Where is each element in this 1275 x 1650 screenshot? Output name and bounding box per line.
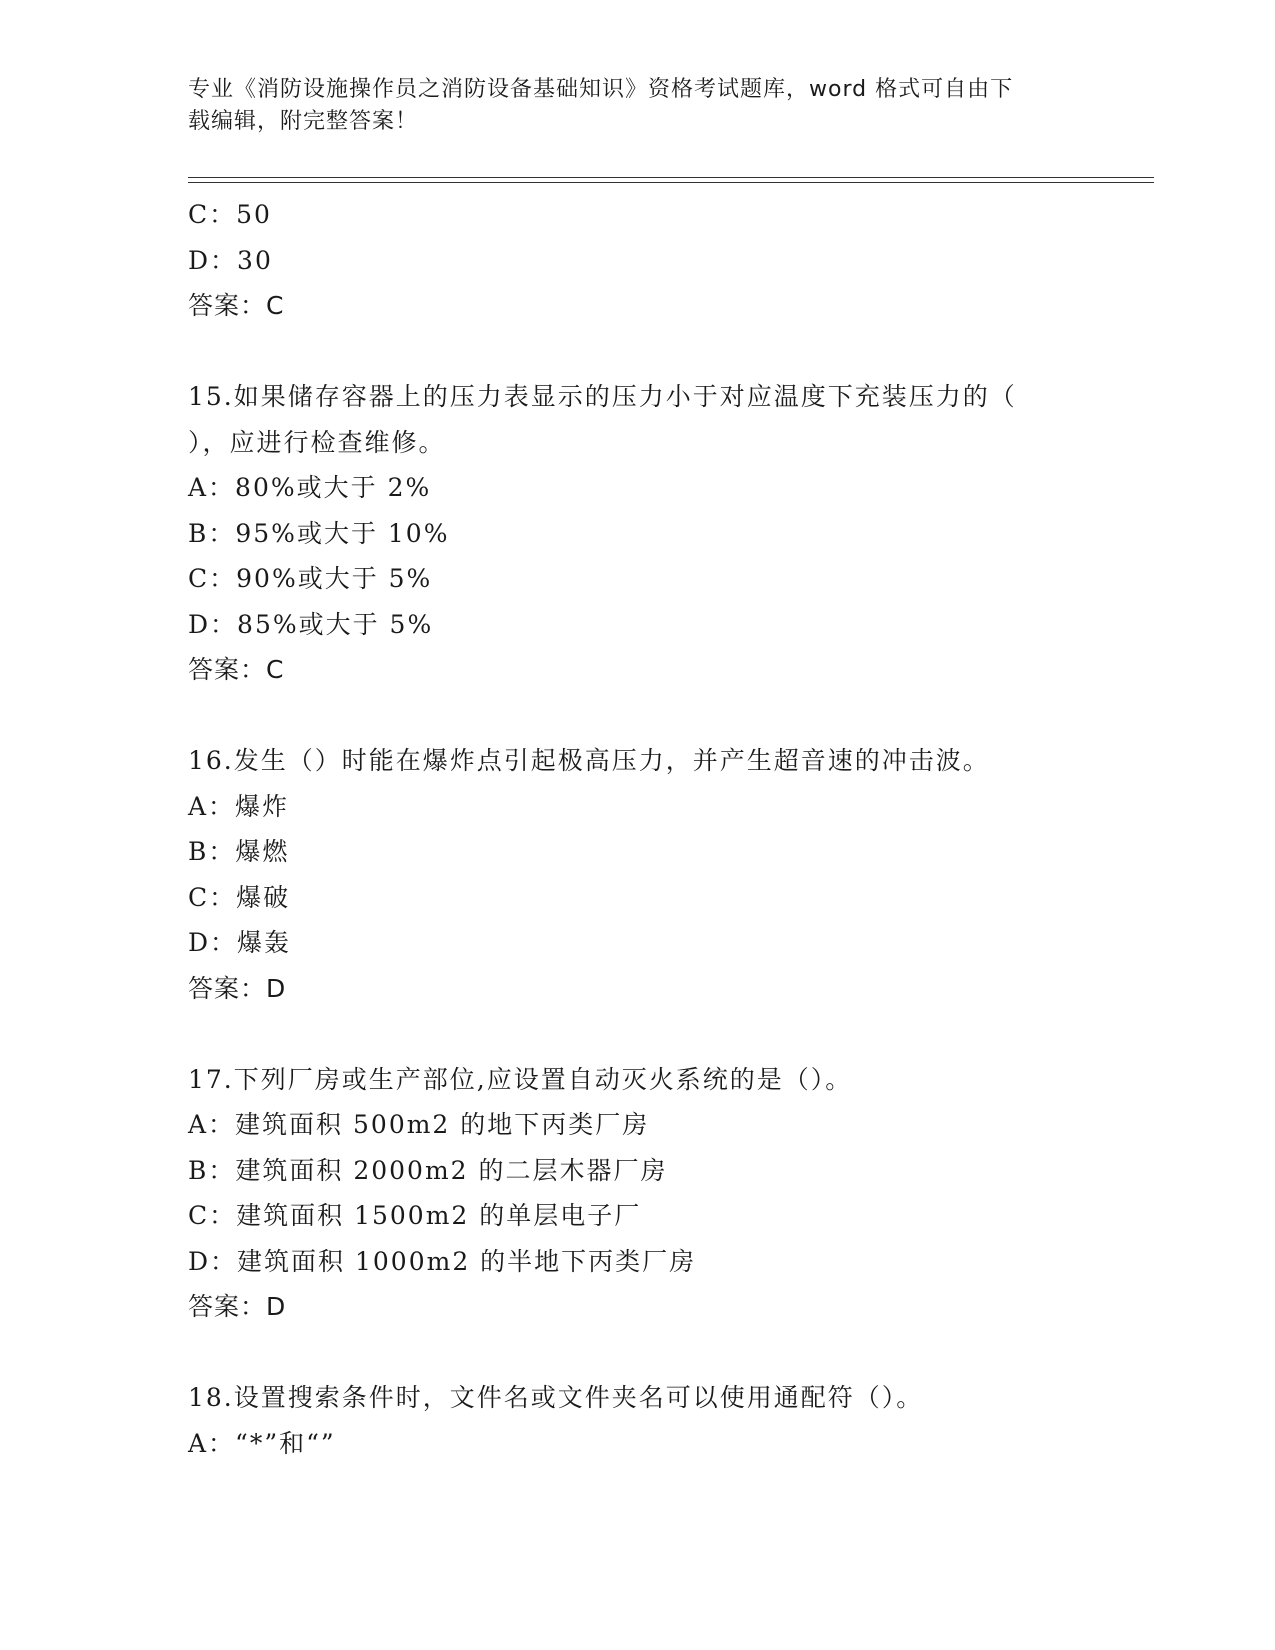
spacer (188, 693, 1088, 739)
header-line-2: 载编辑，附完整答案！ (188, 109, 419, 134)
spacer (188, 1011, 1088, 1057)
option-d: D：30 (188, 245, 273, 275)
option-a: A：爆炸 (188, 791, 290, 821)
question-15 (188, 374, 1088, 693)
option-d: D：爆轰 (188, 928, 292, 957)
option-c: C：90%或大于 5% (188, 564, 433, 593)
question-16 (188, 738, 1088, 1011)
option-a: A：80%或大于 2% (188, 473, 432, 502)
answer: 答案：D (188, 973, 287, 1003)
option-d: D：建筑面积 1000m2 的半地下丙类厂房 (188, 1246, 697, 1276)
option-c: C：爆破 (188, 882, 291, 912)
spacer (188, 1330, 1088, 1376)
question-stem: 17.下列厂房或生产部位,应设置自动灭火系统的是（）。 (188, 1064, 853, 1094)
header-divider-bottom (188, 182, 1154, 183)
page-header (188, 74, 1068, 138)
question-stem: 16.发生（）时能在爆炸点引起极高压力，并产生超音速的冲击波。 (188, 746, 990, 775)
option-c: C：建筑面积 1500m2 的单层电子厂 (188, 1201, 642, 1230)
option-b: B：建筑面积 2000m2 的二层木器厂房 (188, 1155, 668, 1185)
option-d: D：85%或大于 5% (188, 609, 434, 639)
question-18 (188, 1375, 1088, 1466)
option-a: A：“*”和“” (188, 1428, 336, 1458)
option-c: C：50 (188, 200, 272, 229)
header-divider-top (188, 177, 1154, 178)
header-line-1: 专业《消防设施操作员之消防设备基础知识》资格考试题库，word 格式可自由下 (188, 77, 1014, 102)
question-stem: 15.如果储存容器上的压力表显示的压力小于对应温度下充装压力的（ (188, 382, 1017, 411)
option-b: B：95%或大于 10% (188, 518, 450, 548)
option-b: B：爆燃 (188, 837, 290, 866)
question-17 (188, 1057, 1088, 1330)
spacer (188, 329, 1088, 375)
question-stem: 18.设置搜索条件时，文件名或文件夹名可以使用通配符（）。 (188, 1383, 924, 1412)
question-content (188, 192, 1088, 1466)
option-a: A：建筑面积 500m2 的地下丙类厂房 (188, 1110, 650, 1139)
answer: 答案：D (188, 1292, 287, 1321)
answer: 答案：C (188, 655, 285, 684)
question-14-tail (188, 192, 1088, 329)
question-stem: ），应进行检查维修。 (188, 427, 446, 457)
answer: 答案：C (188, 291, 285, 320)
